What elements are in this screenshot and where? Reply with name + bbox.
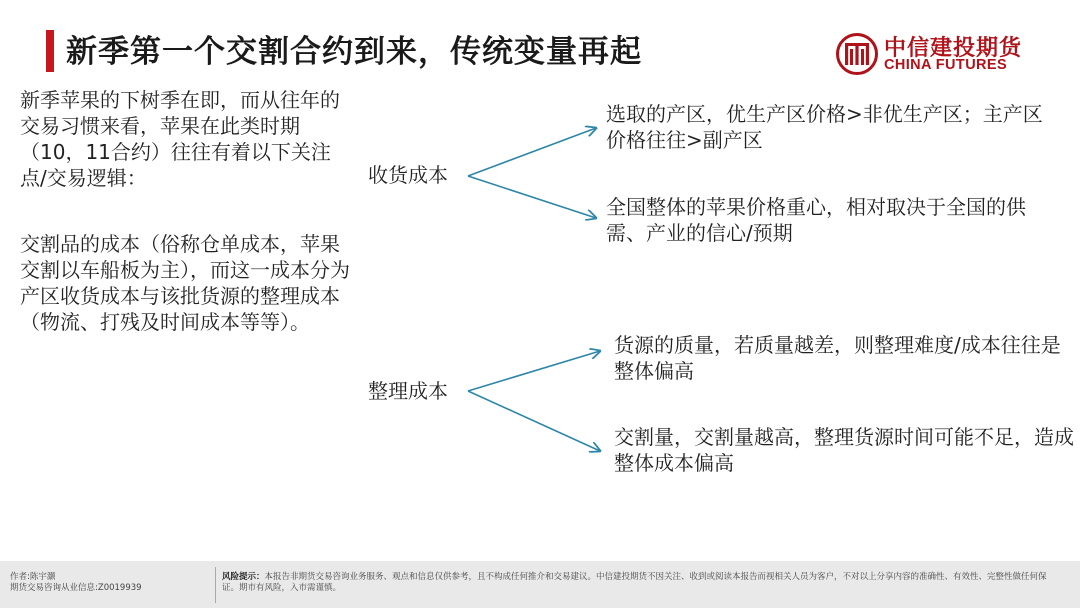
footer-license: 期货交易咨询从业信息:Z0019939	[10, 583, 142, 593]
company-logo	[836, 33, 1036, 77]
intro-paragraph: 新季苹果的下树季在即，而从往年的交易习惯来看，苹果在此类时期（10，11合约）往往有着以下关注点/交易逻辑：	[20, 88, 340, 190]
arrow-zhengli-to-item3	[468, 351, 600, 391]
arrow-zhengli-to-item4	[468, 391, 600, 451]
receiving-cost-item-national: 全国整体的苹果价格重心，相对取决于全国的供需、产业的信心/预期	[606, 195, 1026, 245]
title-accent-bar	[46, 30, 54, 72]
node-sorting-cost: 整理成本	[368, 379, 448, 403]
footer	[0, 561, 1080, 608]
arrow-shouhuo-to-item2	[468, 176, 596, 218]
footer-author: 作者:陈宇灏	[10, 572, 56, 582]
risk-text: 本报告非期货交易咨询业务服务、观点和信息仅供参考，且不构成任何推介和交易建议。中信建投期货不因关注、收到或阅读本报告而视相关人员为客户，不对以上分享内容的准确性、有效性、完整性做任何保证。期市有风险，入市需谨慎。	[222, 572, 1047, 593]
sorting-cost-item-volume: 交割量，交割量越高，整理货源时间可能不足，造成整体成本偏高	[614, 425, 1074, 475]
receiving-cost-item-region: 选取的产区，优生产区价格>非优生产区；主产区价格往往>副产区	[606, 102, 1043, 152]
footer-divider	[215, 567, 216, 603]
risk-label: 风险提示：	[222, 572, 265, 582]
node-receiving-cost: 收货成本	[368, 163, 448, 187]
footer-author-info	[10, 572, 210, 594]
citic-logo-icon	[836, 33, 878, 75]
footer-risk-disclaimer	[222, 572, 1062, 594]
arrow-shouhuo-to-item1	[468, 128, 596, 176]
cost-paragraph: 交割品的成本（俗称仓单成本，苹果交割以车船板为主），而这一成本分为产区收货成本与该批货源的整理成本（物流、打残及时间成本等等）。	[20, 232, 350, 334]
logo-chinese-name: 中信建投期货	[884, 36, 1023, 61]
page-title: 新季第一个交割合约到来，传统变量再起	[66, 34, 642, 70]
logo-english-name: CHINA FUTURES	[884, 57, 1008, 73]
sorting-cost-item-quality: 货源的质量，若质量越差，则整理难度/成本往往是整体偏高	[614, 333, 1061, 383]
